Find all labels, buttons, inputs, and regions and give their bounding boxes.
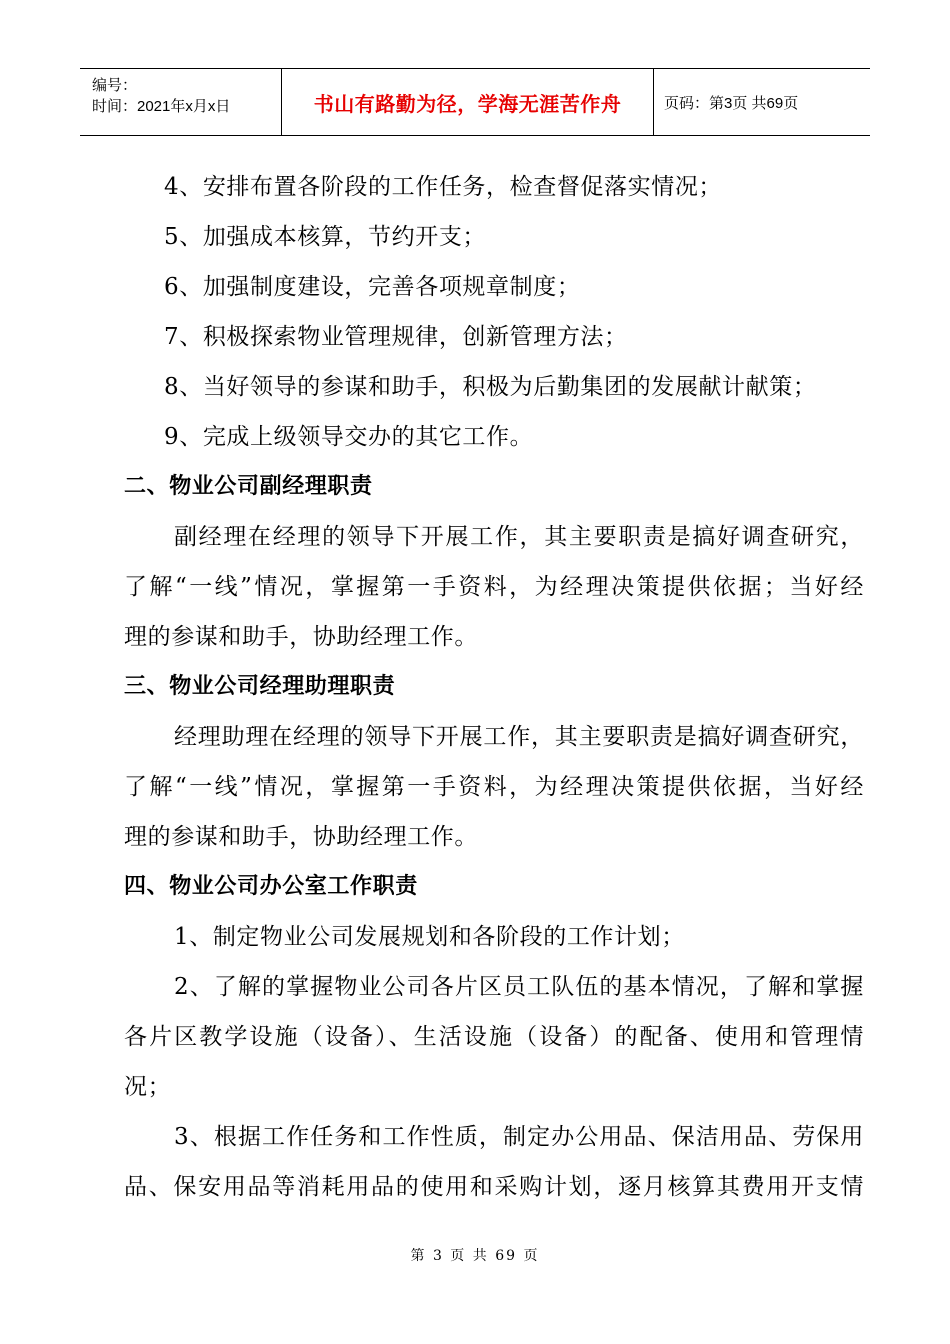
header-page-info: 页码：第3页 共69页 bbox=[664, 94, 799, 112]
section-2-paragraph-line-1: 副经理在经理的领导下开展工作，其主要职责是搞好调查研究， bbox=[174, 524, 864, 550]
duty-item-4: 4、安排布置各阶段的工作任务，检查督促落实情况； bbox=[164, 174, 723, 200]
office-duty-item-2-line-1: 2、了解的掌握物业公司各片区员工队伍的基本情况，了解和掌握 bbox=[174, 974, 864, 1000]
section-2-paragraph-line-2: 了解“一线”情况，掌握第一手资料，为经理决策提供依据；当好经 bbox=[124, 574, 864, 600]
office-duty-item-3-line-1: 3、根据工作任务和工作性质，制定办公用品、保洁用品、劳保用 bbox=[174, 1124, 864, 1150]
office-duty-item-2-line-2: 各片区教学设施（设备）、生活设施（设备）的配备、使用和管理情 bbox=[124, 1024, 864, 1050]
document-number-label: 编号： bbox=[92, 77, 138, 94]
duty-item-8: 8、当好领导的参谋和助手，积极为后勤集团的发展献计献策； bbox=[164, 374, 817, 400]
section-heading-4: 四、物业公司办公室工作职责 bbox=[124, 874, 418, 899]
duty-item-6: 6、加强制度建设，完善各项规章制度； bbox=[164, 274, 581, 300]
page-header bbox=[80, 68, 870, 136]
section-3-paragraph-line-1: 经理助理在经理的领导下开展工作，其主要职责是搞好调查研究， bbox=[174, 724, 864, 750]
office-duty-item-3-line-2: 品、保安用品等消耗用品的使用和采购计划，逐月核算其费用开支情 bbox=[124, 1174, 864, 1200]
duty-item-9: 9、完成上级领导交办的其它工作。 bbox=[164, 424, 534, 450]
duty-item-7: 7、积极探索物业管理规律，创新管理方法； bbox=[164, 324, 628, 350]
document-body bbox=[124, 162, 864, 1212]
document-time-label: 时间：2021年x月x日 bbox=[92, 98, 231, 115]
section-3-paragraph-line-2: 了解“一线”情况，掌握第一手资料，为经理决策提供依据，当好经 bbox=[124, 774, 864, 800]
header-meta bbox=[80, 69, 282, 135]
office-duty-item-1: 1、制定物业公司发展规划和各阶段的工作计划； bbox=[174, 924, 685, 950]
office-duty-item-2-line-3: 况； bbox=[124, 1074, 172, 1100]
header-motto: 书山有路勤为径，学海无涯苦作舟 bbox=[282, 69, 654, 135]
duty-item-5: 5、加强成本核算，节约开支； bbox=[164, 224, 487, 250]
section-3-paragraph-line-3: 理的参谋和助手，协助经理工作。 bbox=[124, 824, 478, 850]
section-2-paragraph-line-3: 理的参谋和助手，协助经理工作。 bbox=[124, 624, 478, 650]
section-heading-2: 二、物业公司副经理职责 bbox=[124, 474, 373, 499]
section-heading-3: 三、物业公司经理助理职责 bbox=[124, 674, 396, 699]
page-footer: 第 3 页 共 69 页 bbox=[410, 1248, 540, 1264]
